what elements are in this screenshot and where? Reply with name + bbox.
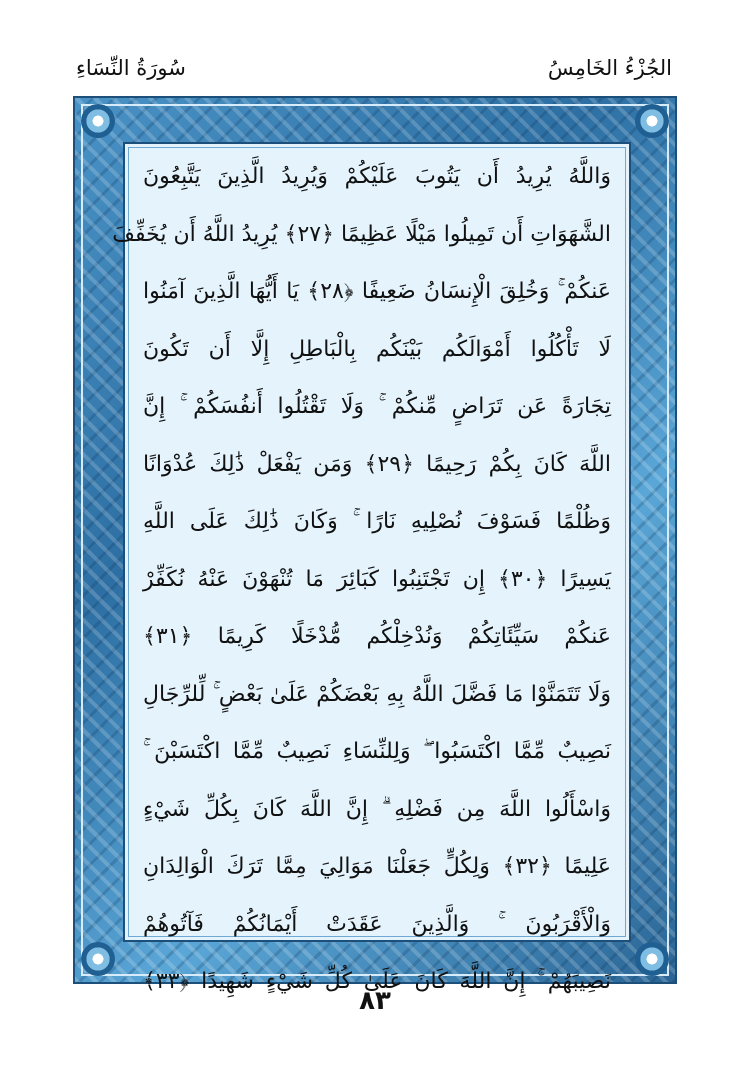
verse-line: نَصِيبَهُمْ ۚ إِنَّ اللَّهَ كَانَ عَلَىٰ كُلِّ شَيْءٍ شَهِيدًا ﴿٣٣﴾: [143, 969, 611, 994]
verse-line: الشَّهَوَاتِ أَن تَمِيلُوا مَيْلًا عَظِيمًا ﴿٢٧﴾ يُرِيدُ اللَّهُ أَن يُخَفِّفَ: [112, 221, 611, 247]
juz-name: الجُزْءُ الخَامِسُ: [547, 56, 672, 80]
corner-ornament-icon: [81, 104, 115, 138]
verse-line: عَنكُمْ ۚ وَخُلِقَ الْإِنسَانُ ضَعِيفًا ﴿٢٨﴾ يَا أَيُّهَا الَّذِينَ آمَنُوا: [143, 279, 611, 304]
verse-line: وَاللَّهُ يُرِيدُ أَن يَتُوبَ عَلَيْكُمْ وَيُرِيدُ الَّذِينَ يَتَّبِعُونَ: [143, 164, 611, 189]
corner-ornament-icon: [635, 942, 669, 976]
verse-line: اللَّهَ كَانَ بِكُمْ رَحِيمًا ﴿٢٩﴾ وَمَن يَفْعَلْ ذَٰلِكَ عُدْوَانًا: [143, 451, 611, 477]
verse-line: وَالْأَقْرَبُونَ ۚ وَالَّذِينَ عَقَدَتْ أَيْمَانُكُمْ فَآتُوهُمْ: [143, 911, 611, 937]
verse-line: نَصِيبٌ مِّمَّا اكْتَسَبُوا ۖ وَلِلنِّسَاءِ نَصِيبٌ مِّمَّا اكْتَسَبْنَ ۚ: [143, 739, 611, 764]
ornamental-frame: [73, 96, 677, 994]
verse-line: عَلِيمًا ﴿٣٢﴾ وَلِكُلٍّ جَعَلْنَا مَوَالِيَ مِمَّا تَرَكَ الْوَالِدَانِ: [143, 854, 611, 879]
corner-ornament-icon: [81, 942, 115, 976]
verse-panel: [112, 142, 631, 994]
verse-line: يَسِيرًا ﴿٣٠﴾ إِن تَجْتَنِبُوا كَبَائِرَ مَا تُنْهَوْنَ عَنْهُ نُكَفِّرْ: [143, 566, 611, 592]
verse-line: عَنكُمْ سَيِّئَاتِكُمْ وَنُدْخِلْكُم مُّدْخَلًا كَرِيمًا ﴿٣١﴾: [143, 624, 611, 649]
verse-line: تِجَارَةً عَن تَرَاضٍ مِّنكُمْ ۚ وَلَا تَقْتُلُوا أَنفُسَكُمْ ۚ إِنَّ: [143, 394, 611, 419]
verse-lines: [112, 148, 611, 1011]
page-number: ٨٣: [359, 986, 391, 1016]
surah-name: سُورَةُ النِّسَاءِ: [76, 56, 186, 80]
verse-line: وَاسْأَلُوا اللَّهَ مِن فَضْلِهِ ۗ إِنَّ اللَّهَ كَانَ بِكُلِّ شَيْءٍ: [143, 796, 611, 822]
page-header: [0, 50, 750, 90]
verse-line: وَظُلْمًا فَسَوْفَ نُصْلِيهِ نَارًا ۚ وَكَانَ ذَٰلِكَ عَلَى اللَّهِ: [143, 509, 611, 534]
verse-line: لَا تَأْكُلُوا أَمْوَالَكُم بَيْنَكُم بِالْبَاطِلِ إِلَّا أَن تَكُونَ: [143, 336, 611, 362]
verse-line: وَلَا تَتَمَنَّوْا مَا فَضَّلَ اللَّهُ بِهِ بَعْضَكُمْ عَلَىٰ بَعْضٍ ۚ لِّلرِّجَالِ: [143, 681, 611, 707]
corner-ornament-icon: [635, 104, 669, 138]
